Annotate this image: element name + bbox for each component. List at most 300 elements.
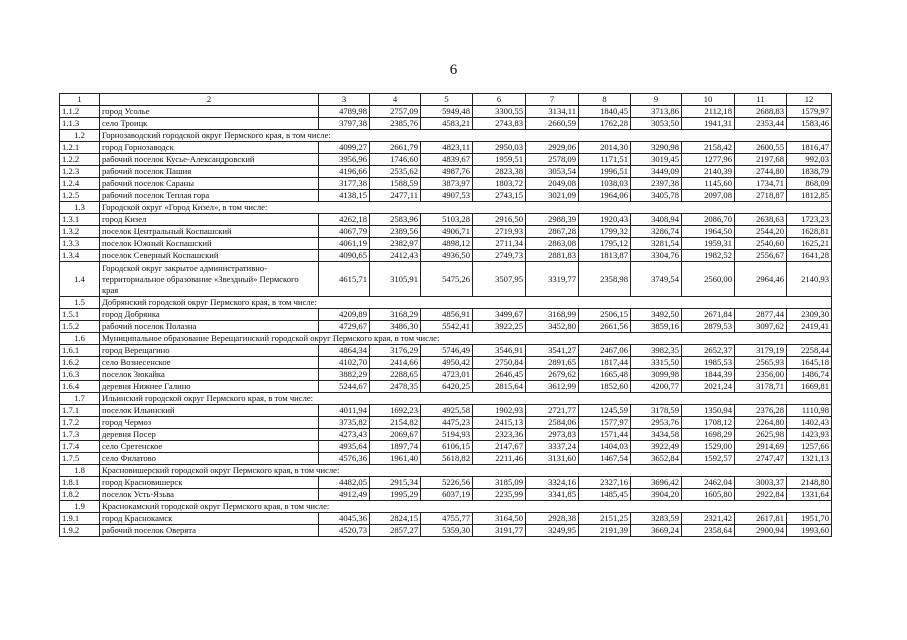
value-cell: 1625,21: [787, 238, 832, 250]
value-cell: 2327,16: [579, 477, 631, 489]
value-cell: 5226,56: [421, 477, 473, 489]
value-cell: 2877,44: [735, 309, 787, 321]
table-row: [60, 513, 832, 525]
settlement-name: город Добрянка: [100, 309, 319, 321]
row-code: 1.7.2: [60, 417, 100, 429]
value-cell: 2916,50: [473, 214, 526, 226]
value-cell: 2661,56: [579, 321, 631, 333]
value-cell: 1746,60: [370, 154, 421, 166]
value-cell: 2600,55: [735, 142, 787, 154]
value-cell: 4839,67: [421, 154, 473, 166]
value-cell: 2323,36: [473, 429, 526, 441]
value-cell: 2578,09: [526, 154, 579, 166]
value-cell: 2356,00: [735, 369, 787, 381]
value-cell: 4090,65: [319, 250, 370, 262]
value-cell: 2140,39: [682, 166, 735, 178]
value-cell: 2661,79: [370, 142, 421, 154]
table-row: [60, 238, 832, 250]
row-code: 1.2.3: [60, 166, 100, 178]
value-cell: 3178,59: [631, 405, 682, 417]
value-cell: 3315,50: [631, 357, 682, 369]
value-cell: 868,09: [787, 178, 832, 190]
value-cell: 1817,44: [579, 357, 631, 369]
value-cell: 1277,96: [682, 154, 735, 166]
value-cell: 4475,23: [421, 417, 473, 429]
value-cell: 1171,51: [579, 154, 631, 166]
value-cell: 2264,80: [735, 417, 787, 429]
table-body: [60, 106, 832, 537]
value-cell: 3873,97: [421, 178, 473, 190]
value-cell: 1038,03: [579, 178, 631, 190]
value-cell: 3982,35: [631, 345, 682, 357]
value-cell: 2358,98: [579, 262, 631, 297]
value-cell: 3304,76: [631, 250, 682, 262]
value-cell: 1708,12: [682, 417, 735, 429]
column-header: 11: [735, 94, 787, 106]
value-cell: 2929,06: [526, 142, 579, 154]
row-code: 1.7.3: [60, 429, 100, 441]
value-cell: 3099,98: [631, 369, 682, 381]
value-cell: 4935,64: [319, 441, 370, 453]
value-cell: 2086,70: [682, 214, 735, 226]
value-cell: 3922,25: [473, 321, 526, 333]
value-cell: 3713,86: [631, 106, 682, 118]
value-cell: 5244,67: [319, 381, 370, 393]
table-row: [60, 381, 832, 393]
value-cell: 3904,20: [631, 489, 682, 501]
column-header: 12: [787, 94, 832, 106]
settlement-name: город Усолье: [100, 106, 319, 118]
value-cell: 1665,48: [579, 369, 631, 381]
value-cell: 4196,66: [319, 166, 370, 178]
settlement-name: поселок Ильинский: [100, 405, 319, 417]
value-cell: 3290,98: [631, 142, 682, 154]
value-cell: 3546,91: [473, 345, 526, 357]
settlement-name: рабочий поселок Пашия: [100, 166, 319, 178]
settlement-name: рабочий поселок Теплая гора: [100, 190, 319, 202]
value-cell: 3408,94: [631, 214, 682, 226]
value-cell: 2544,20: [735, 226, 787, 238]
settlement-name: город Кизел: [100, 214, 319, 226]
row-code: 1.9.2: [60, 525, 100, 537]
value-cell: 1571,44: [579, 429, 631, 441]
value-cell: 3956,96: [319, 154, 370, 166]
value-cell: 2867,28: [526, 226, 579, 238]
value-cell: 2660,59: [526, 118, 579, 130]
value-cell: 1996,51: [579, 166, 631, 178]
table-row: [60, 321, 832, 333]
settlement-name: поселок Зюкайка: [100, 369, 319, 381]
value-cell: 1257,66: [787, 441, 832, 453]
value-cell: 3486,30: [370, 321, 421, 333]
value-cell: 4061,19: [319, 238, 370, 250]
value-cell: 1941,31: [682, 118, 735, 130]
value-cell: 1964,50: [682, 226, 735, 238]
value-cell: 5618,82: [421, 453, 473, 465]
value-cell: 2049,08: [526, 178, 579, 190]
value-cell: 2625,98: [735, 429, 787, 441]
value-cell: 3337,24: [526, 441, 579, 453]
value-cell: 3341,85: [526, 489, 579, 501]
column-header: 5: [421, 94, 473, 106]
value-cell: 1799,32: [579, 226, 631, 238]
value-cell: 2154,82: [370, 417, 421, 429]
value-cell: 992,03: [787, 154, 832, 166]
value-cell: 1844,39: [682, 369, 735, 381]
value-cell: 4583,21: [421, 118, 473, 130]
value-cell: 2477,11: [370, 190, 421, 202]
row-code: 1.6.3: [60, 369, 100, 381]
value-cell: 2478,35: [370, 381, 421, 393]
value-cell: 6420,25: [421, 381, 473, 393]
value-cell: 2749,73: [473, 250, 526, 262]
settlement-name: рабочий поселок Полазна: [100, 321, 319, 333]
value-cell: 1838,79: [787, 166, 832, 178]
table-row: [60, 118, 832, 130]
group-row: [60, 393, 832, 405]
value-cell: 3053,50: [631, 118, 682, 130]
value-cell: 2743,15: [473, 190, 526, 202]
value-cell: 2414,66: [370, 357, 421, 369]
value-cell: 1902,93: [473, 405, 526, 417]
row-code: 1.7.1: [60, 405, 100, 417]
value-cell: 2718,87: [735, 190, 787, 202]
value-cell: 3053,54: [526, 166, 579, 178]
value-cell: 3797,38: [319, 118, 370, 130]
value-cell: 4823,11: [421, 142, 473, 154]
value-cell: 2750,84: [473, 357, 526, 369]
value-cell: 2584,06: [526, 417, 579, 429]
column-header: 8: [579, 94, 631, 106]
value-cell: 1110,98: [787, 405, 832, 417]
value-cell: 2914,69: [735, 441, 787, 453]
value-cell: 4576,36: [319, 453, 370, 465]
table-row: [60, 190, 832, 202]
value-cell: 4099,27: [319, 142, 370, 154]
value-cell: 1723,23: [787, 214, 832, 226]
value-cell: 1485,45: [579, 489, 631, 501]
settlement-name: село Филатово: [100, 453, 319, 465]
value-cell: 4138,15: [319, 190, 370, 202]
value-cell: 2258,44: [787, 345, 832, 357]
row-code: 1.7: [60, 393, 100, 405]
value-cell: 2112,18: [682, 106, 735, 118]
value-cell: 3499,67: [473, 309, 526, 321]
table-row: [60, 525, 832, 537]
value-cell: 2964,46: [735, 262, 787, 297]
value-cell: 2211,46: [473, 453, 526, 465]
group-title: Горнозаводский городской округ Пермского края, в том числе:: [100, 130, 832, 142]
value-cell: 3134,11: [526, 106, 579, 118]
value-cell: 4482,05: [319, 477, 370, 489]
row-code: 1.8.1: [60, 477, 100, 489]
value-cell: 1852,60: [579, 381, 631, 393]
value-cell: 5949,48: [421, 106, 473, 118]
value-cell: 3178,71: [735, 381, 787, 393]
value-cell: 2197,68: [735, 154, 787, 166]
value-cell: 2419,41: [787, 321, 832, 333]
settlement-name: село Вознесенское: [100, 357, 319, 369]
row-code: 1.2: [60, 130, 100, 142]
row-code: 1.1.3: [60, 118, 100, 130]
value-cell: 4273,43: [319, 429, 370, 441]
value-cell: 4755,77: [421, 513, 473, 525]
value-cell: 1803,72: [473, 178, 526, 190]
value-cell: 3922,49: [631, 441, 682, 453]
row-code: 1.5.1: [60, 309, 100, 321]
value-cell: 4067,79: [319, 226, 370, 238]
value-cell: 3541,27: [526, 345, 579, 357]
table-row: [60, 106, 832, 118]
value-cell: 3882,29: [319, 369, 370, 381]
settlement-name: город Верещагино: [100, 345, 319, 357]
settlement-name: город Краснокамск: [100, 513, 319, 525]
table-row: [60, 250, 832, 262]
value-cell: 1698,29: [682, 429, 735, 441]
value-cell: 4209,89: [319, 309, 370, 321]
value-cell: 1993,60: [787, 525, 832, 537]
value-cell: 2397,38: [631, 178, 682, 190]
table-row: [60, 441, 832, 453]
page-number: 6: [449, 62, 458, 78]
value-cell: 3434,58: [631, 429, 682, 441]
table-row: [60, 154, 832, 166]
table-row: [60, 214, 832, 226]
value-cell: 2688,83: [735, 106, 787, 118]
settlement-name: поселок Северный Коспашский: [100, 250, 319, 262]
column-header: 2: [100, 94, 319, 106]
row-code: 1.4: [60, 262, 100, 297]
value-cell: 1641,28: [787, 250, 832, 262]
value-cell: 2140,93: [787, 262, 832, 297]
value-cell: 2824,15: [370, 513, 421, 525]
row-code: 1.6.1: [60, 345, 100, 357]
value-cell: 1467,54: [579, 453, 631, 465]
settlement-name: село Сретенское: [100, 441, 319, 453]
row-code: 1.3.2: [60, 226, 100, 238]
tariff-table: [59, 93, 832, 537]
row-code: 1.2.5: [60, 190, 100, 202]
value-cell: 1588,59: [370, 178, 421, 190]
table-row: [60, 357, 832, 369]
value-cell: 2097,08: [682, 190, 735, 202]
value-cell: 4729,67: [319, 321, 370, 333]
value-cell: 2823,38: [473, 166, 526, 178]
value-cell: 2973,83: [526, 429, 579, 441]
value-cell: 3191,77: [473, 525, 526, 537]
settlement-name: деревня Нижнее Галино: [100, 381, 319, 393]
row-code: 1.5: [60, 297, 100, 309]
value-cell: 1920,43: [579, 214, 631, 226]
value-cell: 4789,98: [319, 106, 370, 118]
table-row: [60, 453, 832, 465]
value-cell: 5746,49: [421, 345, 473, 357]
row-code: 1.6.2: [60, 357, 100, 369]
row-code: 1.6: [60, 333, 100, 345]
value-cell: 2540,60: [735, 238, 787, 250]
value-cell: 6106,15: [421, 441, 473, 453]
value-cell: 2556,67: [735, 250, 787, 262]
value-cell: 1605,80: [682, 489, 735, 501]
value-cell: 4011,94: [319, 405, 370, 417]
row-code: 1.1.2: [60, 106, 100, 118]
row-code: 1.3.3: [60, 238, 100, 250]
group-row: [60, 465, 832, 477]
value-cell: 2721,77: [526, 405, 579, 417]
value-cell: 2158,42: [682, 142, 735, 154]
value-cell: 1964,06: [579, 190, 631, 202]
value-cell: 4912,49: [319, 489, 370, 501]
value-cell: 3179,19: [735, 345, 787, 357]
group-title: Муниципальное образование Верещагинский городской округ Пермского края, в том числе:: [100, 333, 832, 345]
value-cell: 2376,28: [735, 405, 787, 417]
value-cell: 3164,50: [473, 513, 526, 525]
value-cell: 4936,50: [421, 250, 473, 262]
value-cell: 3131,60: [526, 453, 579, 465]
value-cell: 3612,99: [526, 381, 579, 393]
settlement-name: город Красновишерск: [100, 477, 319, 489]
row-code: 1.3: [60, 202, 100, 214]
group-row: [60, 130, 832, 142]
value-cell: 6037,19: [421, 489, 473, 501]
value-cell: 3283,59: [631, 513, 682, 525]
value-cell: 1592,57: [682, 453, 735, 465]
value-cell: 3507,95: [473, 262, 526, 297]
value-cell: 2014,30: [579, 142, 631, 154]
value-cell: 2389,56: [370, 226, 421, 238]
table-row: [60, 477, 832, 489]
value-cell: 2950,03: [473, 142, 526, 154]
settlement-name: рабочий поселок Кусье-Александровский: [100, 154, 319, 166]
value-cell: 2879,53: [682, 321, 735, 333]
value-cell: 2953,76: [631, 417, 682, 429]
value-cell: 3281,54: [631, 238, 682, 250]
settlement-name: город Горнозаводск: [100, 142, 319, 154]
table-row: [60, 226, 832, 238]
value-cell: 3652,84: [631, 453, 682, 465]
value-cell: 4045,36: [319, 513, 370, 525]
settlement-name: рабочий поселок Сараны: [100, 178, 319, 190]
value-cell: 4898,12: [421, 238, 473, 250]
value-cell: 3859,16: [631, 321, 682, 333]
value-cell: 1486,74: [787, 369, 832, 381]
value-cell: 2147,67: [473, 441, 526, 453]
value-cell: 3749,54: [631, 262, 682, 297]
value-cell: 3452,80: [526, 321, 579, 333]
column-header: 6: [473, 94, 526, 106]
column-header: 3: [319, 94, 370, 106]
value-cell: 4987,76: [421, 166, 473, 178]
value-cell: 1404,03: [579, 441, 631, 453]
value-cell: 1985,53: [682, 357, 735, 369]
value-cell: 4520,73: [319, 525, 370, 537]
value-cell: 5359,30: [421, 525, 473, 537]
value-cell: 2757,09: [370, 106, 421, 118]
row-code: 1.3.1: [60, 214, 100, 226]
value-cell: 5194,93: [421, 429, 473, 441]
value-cell: 1762,28: [579, 118, 631, 130]
value-cell: 1959,51: [473, 154, 526, 166]
row-code: 1.5.2: [60, 321, 100, 333]
value-cell: 3168,99: [526, 309, 579, 321]
table-row: [60, 429, 832, 441]
value-cell: 1145,60: [682, 178, 735, 190]
value-cell: 4723,01: [421, 369, 473, 381]
row-code: 1.8.2: [60, 489, 100, 501]
value-cell: 5103,28: [421, 214, 473, 226]
value-cell: 2583,96: [370, 214, 421, 226]
value-cell: 1321,13: [787, 453, 832, 465]
value-cell: 2191,39: [579, 525, 631, 537]
group-title: Красновишерский городской округ Пермского края, в том числе:: [100, 465, 832, 477]
value-cell: 1692,23: [370, 405, 421, 417]
table-row: [60, 262, 832, 297]
value-cell: 3176,29: [370, 345, 421, 357]
value-cell: 2928,38: [526, 513, 579, 525]
value-cell: 1583,46: [787, 118, 832, 130]
value-cell: 1795,12: [579, 238, 631, 250]
table-row: [60, 489, 832, 501]
value-cell: 1995,29: [370, 489, 421, 501]
value-cell: 1331,64: [787, 489, 832, 501]
value-cell: 2617,81: [735, 513, 787, 525]
value-cell: 4262,18: [319, 214, 370, 226]
table-row: [60, 417, 832, 429]
value-cell: 1951,70: [787, 513, 832, 525]
value-cell: 2881,83: [526, 250, 579, 262]
settlement-name: Городской округ закрытое административно-территориальное образование «Звездный» Пермского края: [100, 262, 319, 297]
value-cell: 1813,87: [579, 250, 631, 262]
value-cell: 1645,18: [787, 357, 832, 369]
value-cell: 1734,71: [735, 178, 787, 190]
value-cell: 3168,29: [370, 309, 421, 321]
value-cell: 4615,71: [319, 262, 370, 297]
column-header: 1: [60, 94, 100, 106]
value-cell: 3735,82: [319, 417, 370, 429]
column-header: 10: [682, 94, 735, 106]
group-row: [60, 501, 832, 513]
value-cell: 2412,43: [370, 250, 421, 262]
value-cell: 3324,16: [526, 477, 579, 489]
settlement-name: город Чермоз: [100, 417, 319, 429]
table-row: [60, 309, 832, 321]
value-cell: 2646,45: [473, 369, 526, 381]
value-cell: 2535,62: [370, 166, 421, 178]
value-cell: 4907,53: [421, 190, 473, 202]
value-cell: 1982,52: [682, 250, 735, 262]
value-cell: 4856,91: [421, 309, 473, 321]
value-cell: 2652,37: [682, 345, 735, 357]
value-cell: 3449,09: [631, 166, 682, 178]
value-cell: 2671,84: [682, 309, 735, 321]
table-row: [60, 178, 832, 190]
group-title: Ильинский городской округ Пермского края, в том числе:: [100, 393, 832, 405]
row-code: 1.6.4: [60, 381, 100, 393]
value-cell: 1402,43: [787, 417, 832, 429]
value-cell: 2922,84: [735, 489, 787, 501]
settlement-name: поселок Усть-Язьва: [100, 489, 319, 501]
value-cell: 4925,58: [421, 405, 473, 417]
value-cell: 3249,95: [526, 525, 579, 537]
value-cell: 2321,42: [682, 513, 735, 525]
row-code: 1.7.5: [60, 453, 100, 465]
table-row: [60, 345, 832, 357]
value-cell: 4906,71: [421, 226, 473, 238]
value-cell: 1840,45: [579, 106, 631, 118]
value-cell: 1961,40: [370, 453, 421, 465]
value-cell: 2915,34: [370, 477, 421, 489]
value-cell: 1959,31: [682, 238, 735, 250]
